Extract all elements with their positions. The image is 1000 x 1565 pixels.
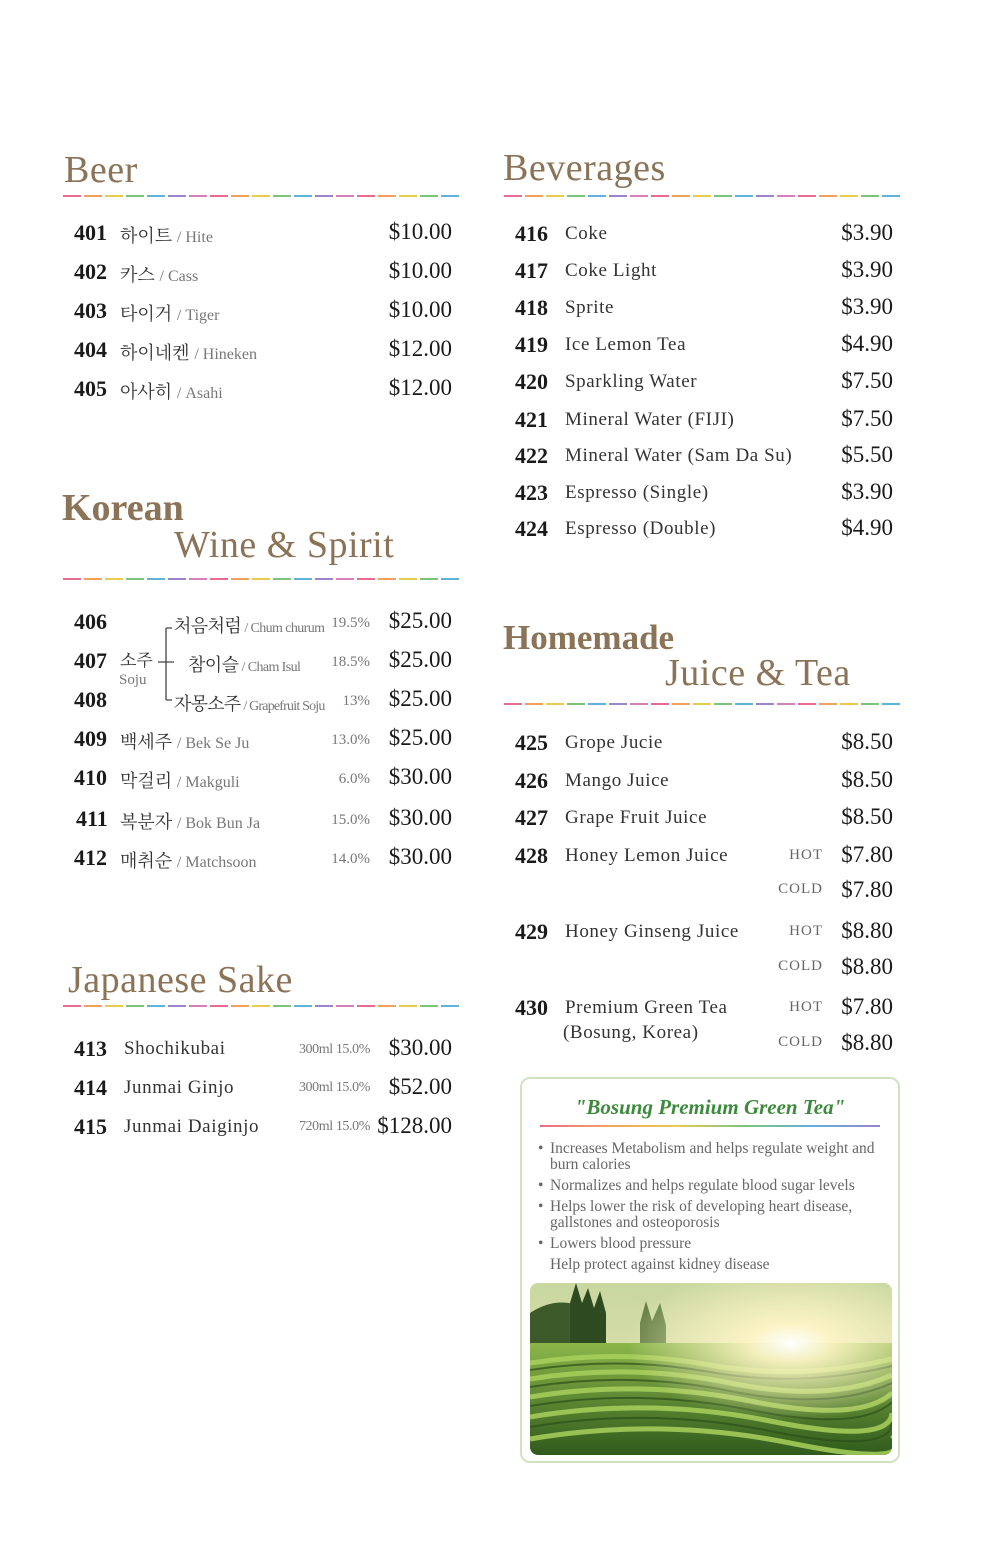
item-number: 402 [74, 259, 107, 284]
item-name: Coke Light [565, 260, 658, 281]
item-name: Sparkling Water [565, 371, 698, 392]
item-price: $5.50 [841, 442, 893, 467]
sake-divider [63, 1005, 462, 1007]
item-price: $25.00 [388, 725, 452, 750]
item-number: 419 [515, 332, 548, 357]
item-number: 414 [74, 1075, 107, 1100]
item-price: $30.00 [388, 764, 452, 789]
juice-heading-line1: Homemade [503, 618, 675, 657]
item-name: 아사히 / Asahi [120, 382, 223, 403]
item-number: 410 [74, 765, 107, 790]
item-name: Ice Lemon Tea [565, 334, 687, 355]
item-detail: 300ml 15.0% [298, 1080, 370, 1095]
item-number: 417 [515, 258, 548, 283]
beverages-divider [504, 195, 903, 197]
item-name: Mineral Water (Sam Da Su) [565, 445, 793, 466]
beverages-heading: Beverages [503, 147, 666, 189]
item-name: 하이네켄 / Hineken [120, 343, 257, 364]
cold-price: $8.80 [841, 954, 893, 979]
item-name: 막걸리 / Makguli [120, 771, 240, 792]
item-price: $25.00 [388, 647, 452, 672]
item-number: 421 [515, 407, 548, 432]
soju-label-en: Soju [119, 672, 147, 688]
item-abv: 6.0% [338, 771, 370, 787]
item-abv: 18.5% [331, 654, 370, 670]
item-abv: 13% [342, 693, 370, 709]
soju-bracket [158, 618, 174, 708]
item-price: $30.00 [388, 844, 452, 869]
item-abv: 14.0% [331, 851, 370, 867]
item-name: 처음처럼 / Chum churum [174, 616, 325, 637]
juice-heading-line2: Juice & Tea [665, 652, 851, 694]
korean-divider [63, 578, 462, 580]
tea-box-divider [540, 1125, 880, 1127]
item-price: $8.50 [841, 729, 893, 754]
beer-divider [63, 195, 462, 197]
item-number: 422 [515, 443, 548, 468]
item-name: 복분자 / Bok Bun Ja [120, 812, 261, 833]
item-price: $30.00 [388, 1035, 452, 1060]
item-name: Mineral Water (FIJI) [565, 409, 735, 430]
item-price: $30.00 [388, 805, 452, 830]
item-price: $8.50 [841, 767, 893, 792]
item-name: 매취순 / Matchsoon [120, 851, 257, 872]
item-price: $10.00 [388, 219, 452, 244]
item-number: 420 [515, 369, 548, 394]
hot-label: HOT [789, 999, 823, 1015]
bullet-icon: • [538, 1198, 544, 1215]
item-number: 411 [76, 806, 108, 831]
hot-label: HOT [789, 847, 823, 863]
list-item: • Helps lower the risk of developing heart disease, gallstones and osteoporosis [538, 1198, 853, 1231]
item-name: Honey Ginseng Juice [565, 921, 739, 942]
item-name: Mango Juice [565, 770, 670, 791]
item-number: 408 [74, 687, 107, 712]
list-item: • Increases Metabolism and helps regulate weight and burn calories [538, 1140, 875, 1173]
item-price: $128.00 [377, 1113, 452, 1138]
tea-field-photo [530, 1283, 892, 1455]
item-price: $3.90 [841, 294, 893, 319]
item-name: 자몽소주 / Grapefruit Soju [174, 694, 325, 715]
item-number: 413 [74, 1036, 107, 1061]
list-item: • Normalizes and helps regulate blood sugar levels [538, 1177, 855, 1194]
item-name: Shochikubai [124, 1038, 226, 1059]
cold-price: $7.80 [841, 877, 893, 902]
item-price: $3.90 [841, 257, 893, 282]
tea-field-illustration [530, 1283, 892, 1455]
item-name: Honey Lemon Juice [565, 845, 729, 866]
item-price: $25.00 [388, 686, 452, 711]
item-price: $8.50 [841, 804, 893, 829]
item-number: 406 [74, 609, 107, 634]
item-number: 405 [74, 376, 107, 401]
item-detail: 300ml 15.0% [298, 1042, 370, 1057]
item-name: Grope Jucie [565, 732, 663, 753]
item-name: 참이슬 / Cham Isul [188, 655, 301, 676]
item-price: $12.00 [388, 375, 452, 400]
item-number: 425 [515, 730, 548, 755]
item-number: 404 [74, 337, 107, 362]
bullet-icon: • [538, 1235, 544, 1252]
hot-price: $8.80 [841, 918, 893, 943]
item-number: 428 [515, 843, 548, 868]
cold-label: COLD [778, 958, 823, 974]
item-name: 하이트 / Hite [120, 226, 213, 247]
item-number: 401 [74, 220, 107, 245]
item-price: $25.00 [388, 608, 452, 633]
item-number: 426 [515, 768, 548, 793]
item-abv: 15.0% [331, 812, 370, 828]
item-number: 418 [515, 295, 548, 320]
bullet-icon: • [538, 1140, 544, 1157]
item-number: 427 [515, 805, 548, 830]
item-number: 415 [74, 1114, 107, 1139]
item-detail: 720ml 15.0% [298, 1119, 370, 1134]
item-price: $10.00 [388, 258, 452, 283]
hot-price: $7.80 [841, 994, 893, 1019]
bullet-icon: • [538, 1177, 544, 1194]
item-name: Junmai Ginjo [124, 1077, 235, 1098]
item-name: Junmai Daiginjo [124, 1116, 260, 1137]
item-number: 423 [515, 480, 548, 505]
item-name: 타이거 / Tiger [120, 304, 220, 325]
item-price: $7.50 [841, 368, 893, 393]
sake-heading: Japanese Sake [68, 959, 293, 1001]
korean-heading-line1: Korean [62, 487, 184, 529]
item-abv: 13.0% [331, 732, 370, 748]
item-number: 409 [74, 726, 107, 751]
tea-box-title: "Bosung Premium Green Tea" [574, 1095, 846, 1119]
item-name: 백세주 / Bek Se Ju [120, 732, 250, 753]
item-name: Premium Green Tea [565, 997, 728, 1018]
hot-label: HOT [789, 923, 823, 939]
item-name-origin: (Bosung, Korea) [563, 1022, 699, 1043]
item-number: 412 [74, 845, 107, 870]
item-price: $3.90 [841, 479, 893, 504]
green-tea-info-box [520, 1077, 900, 1463]
item-number: 416 [515, 221, 548, 246]
item-name: Espresso (Double) [565, 518, 717, 539]
item-price: $52.00 [388, 1074, 452, 1099]
item-number: 403 [74, 298, 107, 323]
beer-heading: Beer [64, 149, 138, 191]
juice-divider [504, 703, 903, 705]
item-price: $12.00 [388, 336, 452, 361]
item-price: $3.90 [841, 220, 893, 245]
soju-label-ko: 소주 [120, 651, 153, 671]
item-price: $10.00 [388, 297, 452, 322]
list-item: • Lowers blood pressure [538, 1235, 692, 1252]
item-number: 430 [515, 995, 548, 1020]
item-number: 429 [515, 919, 548, 944]
item-price: $7.50 [841, 406, 893, 431]
cold-label: COLD [778, 1034, 823, 1050]
item-abv: 19.5% [331, 615, 370, 631]
item-name: 카스 / Cass [120, 265, 199, 286]
item-name: Sprite [565, 297, 614, 318]
item-name: Grape Fruit Juice [565, 807, 708, 828]
korean-heading-line2: Wine & Spirit [174, 524, 395, 566]
item-name: Coke [565, 223, 608, 244]
item-number: 424 [515, 516, 548, 541]
item-name: Espresso (Single) [565, 482, 709, 503]
item-number: 407 [74, 648, 107, 673]
item-price: $4.90 [841, 515, 893, 540]
hot-price: $7.80 [841, 842, 893, 867]
cold-label: COLD [778, 881, 823, 897]
list-item: Help protect against kidney disease [550, 1256, 770, 1273]
cold-price: $8.80 [841, 1030, 893, 1055]
tea-benefits-list [538, 1141, 888, 1278]
item-price: $4.90 [841, 331, 893, 356]
